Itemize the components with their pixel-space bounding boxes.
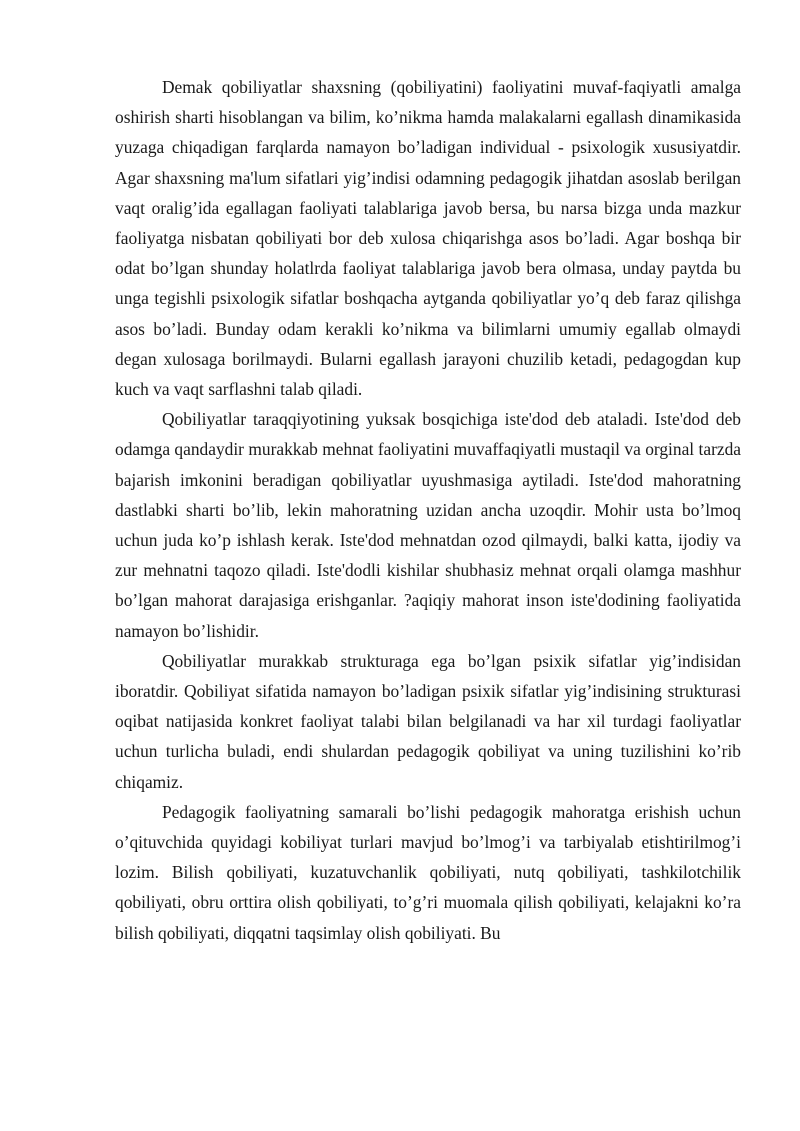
- paragraph-abilities-structure: Qobiliyatlar murakkab strukturaga ega bo’lgan psixik sifatlar yig’indisidan iboratdir. Qobiliyat sifatida namayon bo’ladigan psixik sifatlar yig’indisining strukturasi oqibat natijasida konkret faoliyat talabi bilan belgilanadi va har xil turdagi faoliyatlar uchun turlicha buladi, endi shulardan pedagogik qobiliyat va uning tuzilishini ko’rib chiqamiz.: [115, 650, 741, 792]
- paragraph-pedagogical-abilities: Pedagogik faoliyatning samarali bo’lishi pedagogik mahoratga erishish uchun o’qituvchida quyidagi kobiliyat turlari mavjud bo’lmog’i va tarbiyalab etishtirilmog’i lozim. Bilish qobiliyati, kuzatuvchanlik qobiliyati, nutq qobiliyati, tashkilotchilik qobiliyati, obru orttira olish qobiliyati, to’g’ri muomala qilish qobiliyati, kelajakni ko’ra bilish qobiliyati, diqqatni taqsimlay olish qobiliyati. Bu: [115, 801, 741, 943]
- document-page: [115, 72, 741, 948]
- paragraph-talent: Qobiliyatlar taraqqiyotining yuksak bosqichiga iste'dod deb ataladi. Iste'dod deb odamga qandaydir murakkab mehnat faoliyatini muvaffaqiyatli mustaqil va orginal tarzda bajarish imkonini beradigan qobiliyatlar uyushmasiga aytiladi. Iste'dod mahoratning dastlabki sharti bo’lib, lekin mahoratning uzidan ancha uzoqdir. Mohir usta bo’lmoq uchun juda ko’p ishlash kerak. Iste'dod mehnatdan ozod qilmaydi, balki katta, ijodiy va zur mehnatni taqozo qiladi. Iste'dodli kishilar shubhasiz mehnat orqali olamga mashhur bo’lgan mahorat darajasiga erishganlar. ?aqiqiy mahorat inson iste'dodining faoliyatida namayon bo’lishidir.: [115, 409, 741, 641]
- paragraph-abilities-definition: Demak qobiliyatlar shaxsning (qobiliyatini) faoliyatini muvaf-faqiyatli amalga oshirish sharti hisoblangan va bilim, ko’nikma hamda malakalarni egallash dinamikasida yuzaga chiqadigan farqlarda namayon bo’ladigan individual - psixologik xususiyatdir. Agar shaxsning ma'lum sifatlari yig’indisi odamning pedagogik jihatdan asoslab berilgan vaqt oralig’ida egallagan faoliyati talablariga javob bersa, bu narsa bizga unda mazkur faoliyatga nisbatan qobiliyati bor deb xulosa chiqarishga asos bo’ladi. Agar boshqa bir odat bo’lgan shunday holatlrda faoliyat talablariga javob bera olmasa, unday paytda bu unga tegishli psixologik sifatlar boshqacha aytganda qobiliyatlar yo’q deb faraz qilishga asos bo’ladi. Bunday odam kerakli ko’nikma va bilimlarni umumiy egallab olmaydi degan xulosaga borilmaydi. Bularni egallash jarayoni chuzilib ketadi, pedagogdan kup kuch va vaqt sarflashni talab qiladi.: [115, 77, 741, 400]
